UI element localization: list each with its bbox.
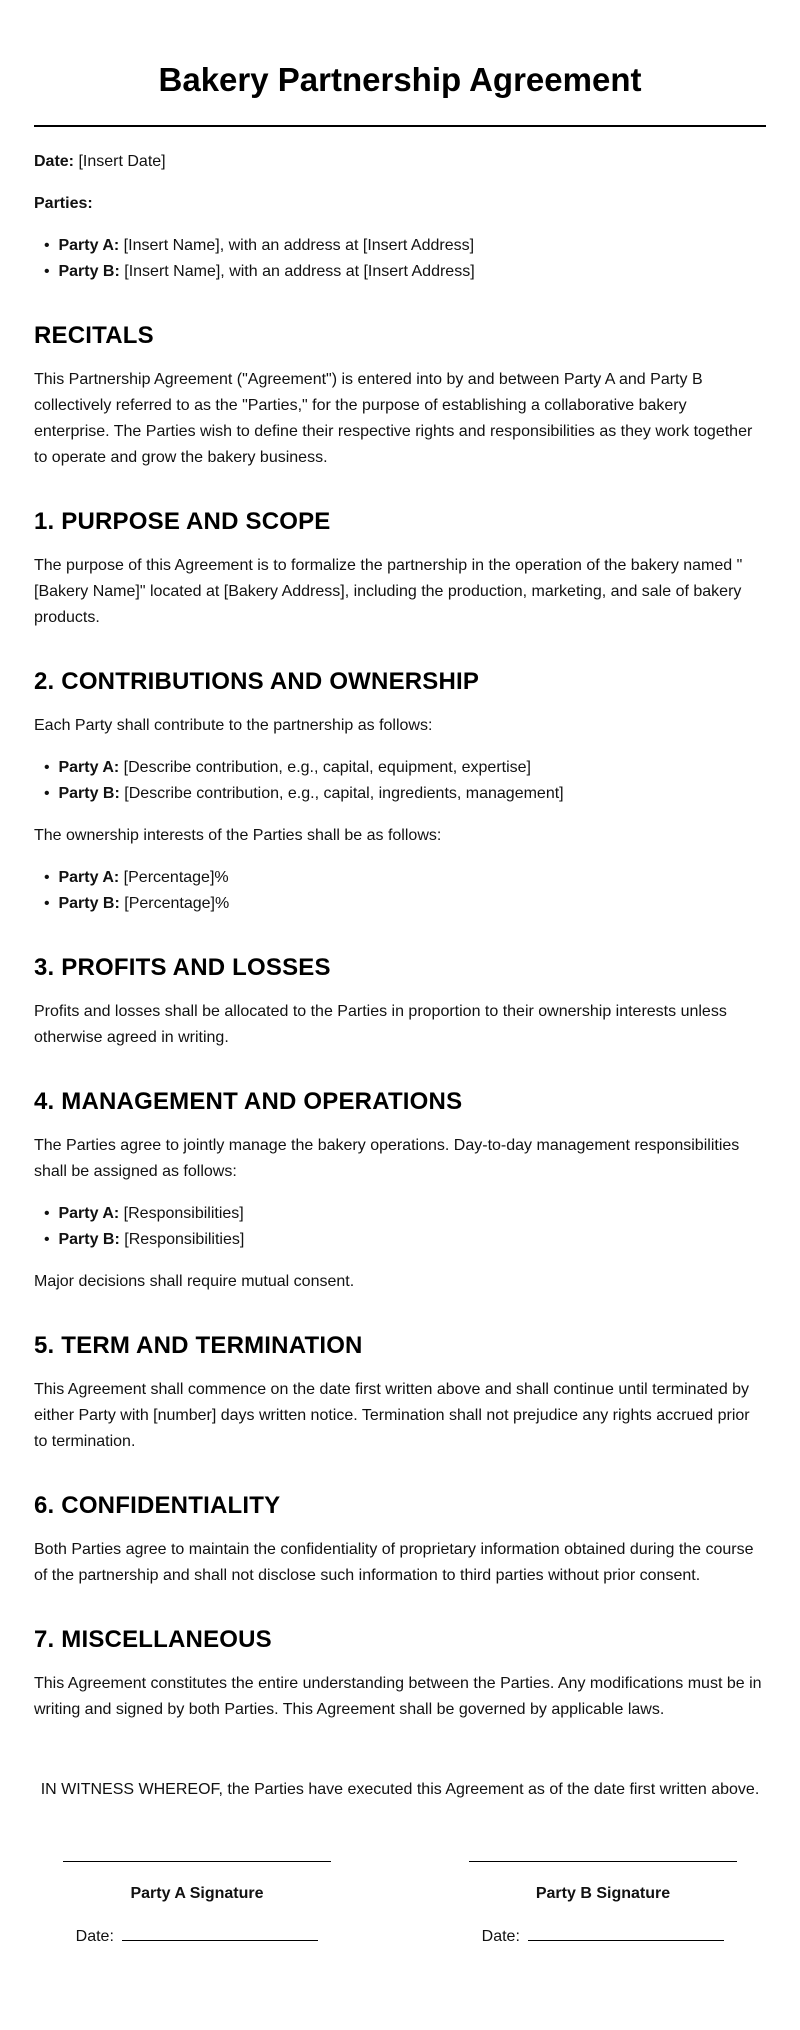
party-a-date-field: [42, 1926, 352, 1947]
ownership-b-text: [Percentage]%: [124, 895, 230, 912]
recitals-heading: RECITALS: [34, 322, 154, 349]
party-b-signature-label: Party B Signature: [535, 1885, 671, 1902]
section-1-body: The purpose of this Agreement is to formalize the partnership in the operation of the bakery named "[Bakery Name]" located at [Bakery Address], including the production, marketing, and sale of bakery products.: [34, 557, 743, 626]
bullet-icon: •: [44, 869, 50, 886]
list-item: [44, 233, 766, 259]
party-a-date-blank[interactable]: [122, 1926, 318, 1941]
bullet-icon: •: [44, 1205, 50, 1222]
party-b-signature-block: [448, 1861, 758, 1947]
party-b-signature-line[interactable]: [469, 1861, 737, 1862]
section-7-body: This Agreement constitutes the entire understanding between the Parties. Any modifications must be in writing and signed by both Parties. This Agreement shall be governed by applicable laws.: [34, 1675, 762, 1718]
section-7-heading: 7. MISCELLANEOUS: [34, 1626, 272, 1653]
list-item: [44, 781, 766, 807]
contribution-b-text: [Describe contribution, e.g., capital, ingredients, management]: [124, 785, 564, 802]
ownership-b-label: Party B:: [58, 895, 120, 912]
bullet-icon: •: [44, 237, 50, 254]
responsibility-b-text: [Responsibilities]: [124, 1231, 245, 1248]
party-a-signature-label: Party A Signature: [130, 1885, 264, 1902]
contribution-b-label: Party B:: [58, 785, 120, 802]
section-2-heading: 2. CONTRIBUTIONS AND OWNERSHIP: [34, 668, 480, 695]
bullet-icon: •: [44, 759, 50, 776]
parties-list: [34, 233, 766, 285]
date-value: [Insert Date]: [78, 153, 166, 170]
ownership-intro: The ownership interests of the Parties shall be as follows:: [34, 827, 442, 844]
responsibility-b-label: Party B:: [58, 1231, 120, 1248]
party-b-date-label: Date:: [481, 1928, 520, 1945]
section-4-closing: Major decisions shall require mutual consent.: [34, 1273, 355, 1290]
section-1-heading: 1. PURPOSE AND SCOPE: [34, 508, 331, 535]
date-label: Date:: [34, 153, 75, 170]
party-a-text: [Insert Name], with an address at [Insert Address]: [123, 237, 475, 254]
section-6-heading: 6. CONFIDENTIALITY: [34, 1492, 281, 1519]
list-item: [44, 1227, 766, 1253]
list-item: [44, 1201, 766, 1227]
parties-label: [34, 191, 766, 217]
recitals-body: This Partnership Agreement ("Agreement") is entered into by and between Party A and Party B collectively referred to as the "Parties," for the purpose of establishing a collaborative bakery enterprise. The Parties wish to define their respective rights and responsibilities as they work together to operate and grow the bakery business.: [34, 371, 753, 466]
section-4-body: The Parties agree to jointly manage the bakery operations. Day-to-day management responsibilities shall be assigned as follows:: [34, 1137, 740, 1180]
party-b-date-blank[interactable]: [528, 1926, 724, 1941]
contributions-list: [34, 755, 766, 807]
section-5-heading: 5. TERM AND TERMINATION: [34, 1332, 363, 1359]
section-5-body: This Agreement shall commence on the date first written above and shall continue until terminated by either Party with [number] days written notice. Termination shall not prejudice any rights accrued prior to termination.: [34, 1381, 750, 1450]
party-a-label: Party A:: [58, 237, 120, 254]
witness-statement: IN WITNESS WHEREOF, the Parties have executed this Agreement as of the date first written above.: [40, 1781, 760, 1798]
section-3-body: Profits and losses shall be allocated to the Parties in proportion to their ownership interests unless otherwise agreed in writing.: [34, 1003, 727, 1046]
ownership-list: [34, 865, 766, 917]
document-title: Bakery Partnership Agreement: [158, 61, 642, 98]
responsibility-a-text: [Responsibilities]: [123, 1205, 244, 1222]
title-divider: [34, 125, 766, 127]
responsibilities-list: [34, 1201, 766, 1253]
party-a-date-label: Date:: [75, 1928, 114, 1945]
list-item: [44, 259, 766, 285]
party-b-date-field: [448, 1926, 758, 1947]
bullet-icon: •: [44, 785, 50, 802]
contribution-a-text: [Describe contribution, e.g., capital, equipment, expertise]: [123, 759, 531, 776]
party-b-text: [Insert Name], with an address at [Insert Address]: [124, 263, 475, 280]
section-2-intro: Each Party shall contribute to the partnership as follows:: [34, 717, 433, 734]
date-line: [34, 149, 766, 175]
party-b-label: Party B:: [58, 263, 120, 280]
ownership-a-label: Party A:: [58, 869, 120, 886]
bullet-icon: •: [44, 263, 50, 280]
bullet-icon: •: [44, 1231, 50, 1248]
list-item: [44, 891, 766, 917]
parties-label-text: Parties:: [34, 195, 93, 212]
bullet-icon: •: [44, 895, 50, 912]
party-a-signature-block: [42, 1861, 352, 1947]
section-3-heading: 3. PROFITS AND LOSSES: [34, 954, 331, 981]
contribution-a-label: Party A:: [58, 759, 120, 776]
ownership-a-text: [Percentage]%: [123, 869, 229, 886]
signature-section: [34, 1861, 766, 1947]
section-4-heading: 4. MANAGEMENT AND OPERATIONS: [34, 1088, 463, 1115]
party-a-signature-line[interactable]: [63, 1861, 331, 1862]
responsibility-a-label: Party A:: [58, 1205, 120, 1222]
list-item: [44, 755, 766, 781]
list-item: [44, 865, 766, 891]
section-6-body: Both Parties agree to maintain the confidentiality of proprietary information obtained during the course of the partnership and shall not disclose such information to third parties without prior consent.: [34, 1541, 754, 1584]
